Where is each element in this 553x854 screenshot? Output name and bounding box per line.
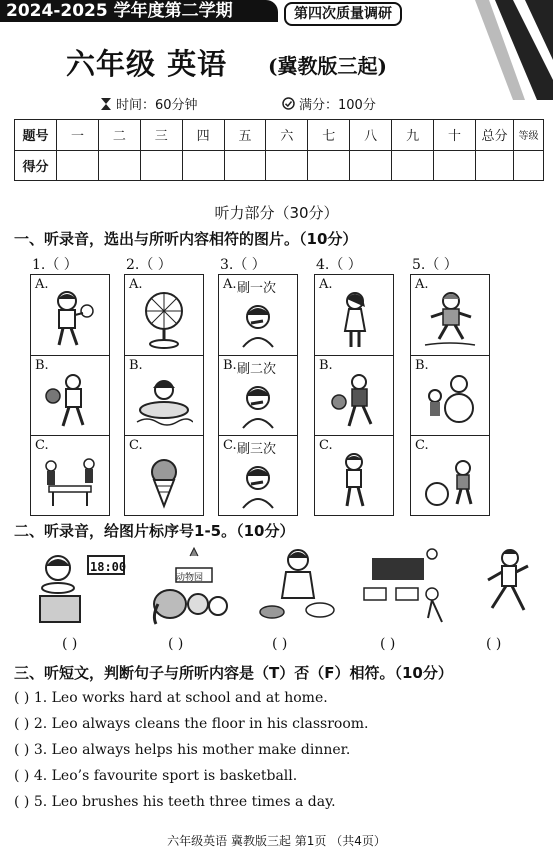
option-c[interactable] [125, 435, 203, 515]
picture-2-blank[interactable]: ( ) [168, 636, 184, 652]
decorative-corner-stripes [455, 0, 553, 100]
girl-swimming-picture [135, 370, 193, 432]
option-b[interactable] [315, 355, 393, 435]
page-title: 六年级 英语 [66, 47, 228, 81]
option-b[interactable] [125, 355, 203, 435]
score-entry-cell[interactable] [224, 150, 266, 181]
statement-5 [14, 794, 336, 810]
picture-1-blank[interactable]: ( ) [62, 636, 78, 652]
statement-2 [14, 716, 369, 732]
option-c[interactable] [31, 435, 109, 515]
option-label: C. [129, 438, 143, 453]
option-c[interactable] [219, 435, 297, 515]
option-b[interactable] [411, 355, 489, 435]
boy-football-picture [41, 289, 99, 351]
question-1-answer[interactable]: 1.（ ） [32, 257, 78, 273]
option-b[interactable] [31, 355, 109, 435]
answer-blank[interactable]: ( ) [14, 794, 30, 810]
clock-display: 18:00 [90, 560, 127, 574]
term-banner: 2024-2025 学年度第二学期 [0, 0, 278, 22]
table-cell: 等级 [514, 120, 544, 151]
score-entry-cell[interactable] [308, 150, 350, 181]
girl-brushing-teeth-picture [229, 374, 287, 436]
score-entry-cell[interactable] [57, 150, 99, 181]
time-info [100, 94, 198, 113]
girl-walking-picture [325, 289, 383, 351]
statement-text: 3. Leo always helps his mother make dinner. [33, 742, 351, 758]
girl-brushing-teeth-picture [229, 293, 287, 355]
cooking-picture [258, 546, 338, 626]
table-cell: 十 [434, 120, 476, 151]
question-number-row [15, 120, 544, 151]
hourglass-icon [100, 97, 112, 111]
picture-5-blank[interactable]: ( ) [486, 636, 502, 652]
score-row [15, 150, 544, 181]
option-label: C. [35, 438, 49, 453]
section2-title: 二、听录音，给图片标序号1-5。（10分） [14, 522, 295, 540]
table-cell: 五 [224, 120, 266, 151]
answer-blank[interactable]: ( ) [14, 768, 30, 784]
option-label: B. [415, 358, 429, 373]
cleaning-classroom-picture [360, 544, 448, 628]
edition-label: (冀教版三起) [268, 54, 387, 78]
statement-text: 5. Leo brushes his teeth three times a day. [33, 794, 336, 810]
option-label: A. [319, 277, 333, 292]
statement-3 [14, 742, 350, 758]
score-table [14, 119, 544, 181]
table-cell: 八 [350, 120, 392, 151]
question-2-answer[interactable]: 2.（ ） [126, 257, 172, 273]
question-3-options [218, 274, 298, 516]
question-1-options [30, 274, 110, 516]
score-entry-cell[interactable] [182, 150, 224, 181]
child-skating-picture [421, 289, 479, 351]
option-label: B. [319, 358, 333, 373]
picture-4-blank[interactable]: ( ) [380, 636, 396, 652]
listening-part-title: 听力部分（30分） [214, 204, 339, 222]
score-entry-cell[interactable] [392, 150, 434, 181]
option-label: C. [319, 438, 333, 453]
score-entry-cell[interactable] [350, 150, 392, 181]
brush-count-note: 刷一次 [237, 281, 277, 296]
statement-text: 1. Leo works hard at school and at home. [33, 690, 328, 706]
option-b[interactable] [219, 355, 297, 435]
statement-1 [14, 690, 328, 706]
option-label: B. [129, 358, 143, 373]
question-2-options [124, 274, 204, 516]
statement-text: 4. Leo’s favourite sport is basketball. [33, 768, 298, 784]
option-a[interactable] [31, 275, 109, 355]
score-entry-cell[interactable] [140, 150, 182, 181]
table-cell: 一 [57, 120, 99, 151]
full-score-text: 满分：100分 [299, 98, 376, 113]
score-info [282, 94, 376, 113]
option-a[interactable] [315, 275, 393, 355]
section1-title: 一、听录音，选出与所听内容相符的图片。（10分） [14, 230, 358, 248]
brush-count-note: 刷三次 [237, 442, 277, 457]
boy-basketball-picture [41, 370, 99, 432]
score-entry-cell[interactable] [434, 150, 476, 181]
statement-4 [14, 768, 297, 784]
option-label: A. [415, 277, 429, 292]
table-cell: 九 [392, 120, 434, 151]
question-5-options [410, 274, 490, 516]
boy-dribbling-picture [325, 370, 383, 432]
option-a[interactable] [411, 275, 489, 355]
option-label: C. [415, 438, 429, 453]
table-cell: 得分 [15, 150, 57, 181]
table-cell: 总分 [476, 120, 514, 151]
statement-text: 2. Leo always cleans the floor in his classroom. [33, 716, 369, 732]
section3-title: 三、听短文，判断句子与所听内容是（T）否（F）相符。（10分） [14, 664, 453, 682]
question-4-answer[interactable]: 4.（ ） [316, 257, 362, 273]
score-entry-cell[interactable] [514, 150, 544, 181]
zoo-animals-picture [150, 546, 232, 628]
table-cell: 四 [182, 120, 224, 151]
picture-3-blank[interactable]: ( ) [272, 636, 288, 652]
ice-cream-picture [135, 450, 193, 512]
table-cell: 六 [266, 120, 308, 151]
check-circle-icon [282, 97, 295, 110]
option-a[interactable] [125, 275, 203, 355]
exam-name-tag: 第四次质量调研 [284, 2, 402, 26]
snowman-picture [421, 370, 479, 432]
option-label: B. [223, 358, 237, 373]
option-label: A. [35, 277, 49, 292]
option-c[interactable] [315, 435, 393, 515]
question-4-options [314, 274, 394, 516]
table-cell: 七 [308, 120, 350, 151]
girl-brushing-teeth-picture [229, 454, 287, 516]
answer-blank[interactable]: ( ) [14, 742, 30, 758]
option-label: A. [129, 277, 143, 292]
option-label: B. [35, 358, 49, 373]
score-entry-cell[interactable] [266, 150, 308, 181]
table-cell: 题号 [15, 120, 57, 151]
option-a[interactable] [219, 275, 297, 355]
brush-count-note: 刷二次 [237, 362, 277, 377]
score-entry-cell[interactable] [476, 150, 514, 181]
answer-blank[interactable]: ( ) [14, 716, 30, 732]
electric-fan-picture [135, 289, 193, 351]
boy-walking-picture [325, 450, 383, 512]
option-label: C. [223, 438, 237, 453]
table-cell: 二 [98, 120, 140, 151]
score-entry-cell[interactable] [98, 150, 140, 181]
rolling-snowball-picture [421, 450, 479, 512]
table-cell: 三 [140, 120, 182, 151]
question-5-answer[interactable]: 5.（ ） [412, 257, 458, 273]
option-c[interactable] [411, 435, 489, 515]
option-label: A. [223, 277, 237, 292]
question-3-answer[interactable]: 3.（ ） [220, 257, 266, 273]
table-tennis-picture [41, 450, 99, 512]
page-footer: 六年级英语 冀教版三起 第1页 （共4页） [167, 834, 386, 848]
zoo-sign: 动物园 [176, 573, 204, 583]
boy-running-picture [478, 546, 534, 628]
time-text: 时间：60分钟 [116, 98, 198, 113]
answer-blank[interactable]: ( ) [14, 690, 30, 706]
